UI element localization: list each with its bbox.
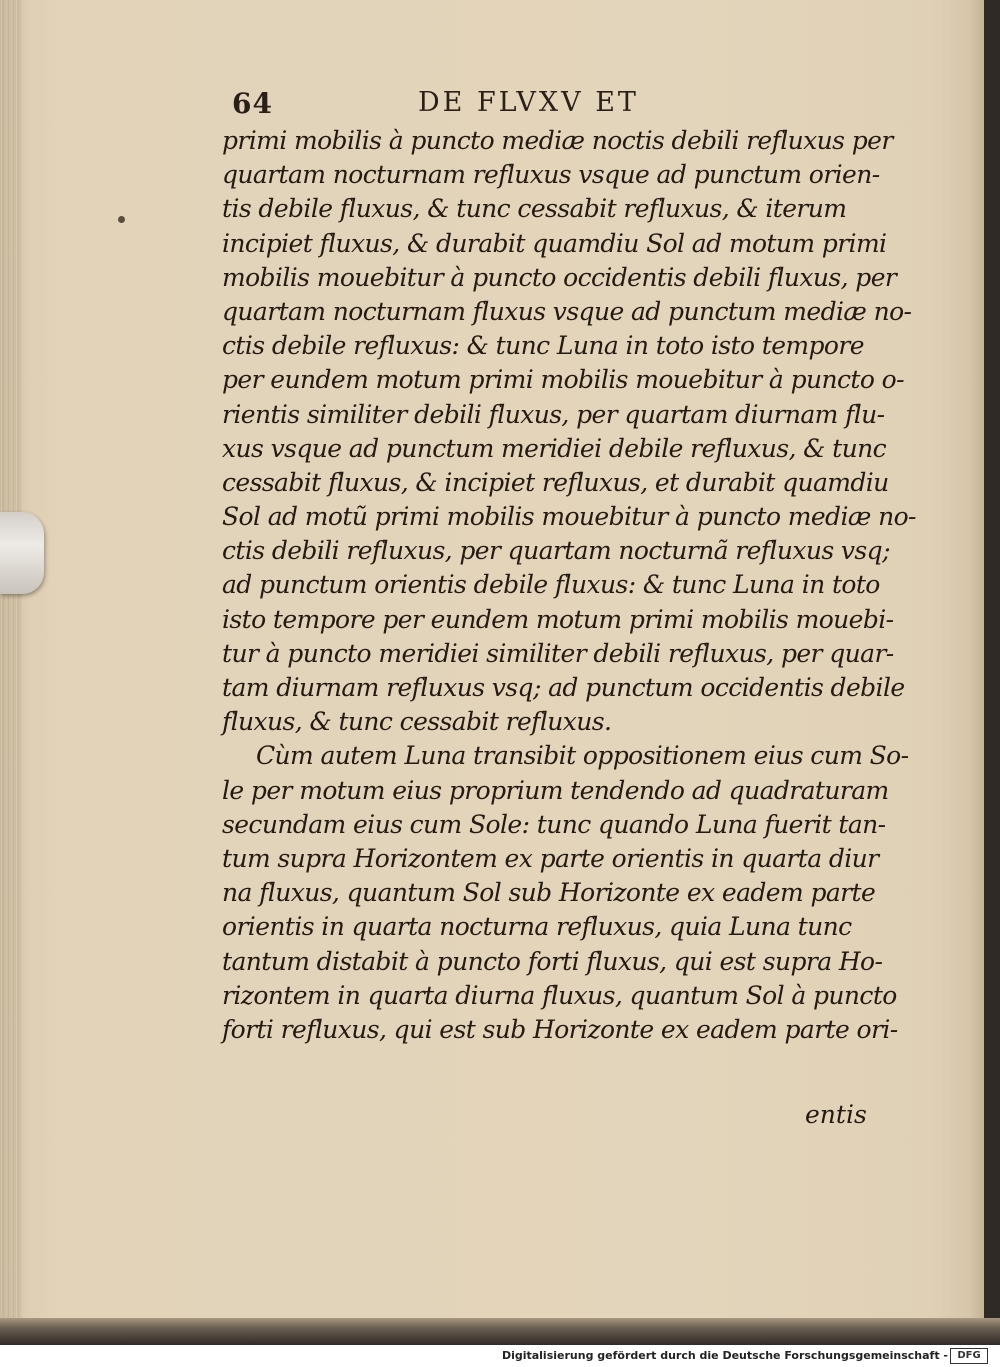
text-body — [222, 124, 916, 1047]
text-line: quartam nocturnam fluxus vsque ad punctum mediæ no- — [222, 296, 912, 326]
page-stack-edge — [0, 0, 22, 1330]
text-line: isto tempore per eundem motum primi mobilis mouebi- — [222, 604, 894, 634]
text-line: xus vsque ad punctum meridiei debile refluxus, & tunc — [222, 433, 887, 463]
text-line: rientis similiter debili fluxus, per quartam diurnam flu- — [222, 399, 885, 429]
page-header — [230, 83, 850, 123]
text-line: rizontem in quarta diurna fluxus, quantum Sol à puncto — [222, 980, 897, 1010]
text-line: quartam nocturnam refluxus vsque ad punctum orien- — [222, 160, 880, 190]
text-line: incipiet fluxus, & durabit quamdiu Sol ad motum primi — [222, 228, 887, 258]
text-line: Sol ad motũ primi mobilis mouebitur à puncto mediæ no- — [222, 502, 916, 532]
text-line: tantum distabit à puncto forti fluxus, qui est supra Ho- — [222, 946, 883, 976]
scan-background — [984, 0, 1000, 1345]
text-line: per eundem motum primi mobilis mouebitur à puncto o- — [222, 365, 904, 395]
text-line: fluxus, & tunc cessabit refluxus. — [222, 707, 612, 737]
page-number: 64 — [232, 87, 273, 120]
digitization-credit: Digitalisierung gefördert durch die Deutsche Forschungsgemeinschaft - — [501, 1349, 948, 1362]
text-line: ctis debile refluxus: & tunc Luna in toto isto tempore — [222, 331, 864, 361]
text-line: mobilis mouebitur à puncto occidentis debili fluxus, per — [222, 262, 897, 292]
dfg-logo: DFG — [950, 1348, 988, 1364]
bottom-shadow — [0, 1318, 1000, 1345]
text-line: orientis in quarta nocturna refluxus, quia Luna tunc — [222, 912, 852, 942]
text-line: forti refluxus, qui est sub Horizonte ex eadem parte ori- — [222, 1014, 898, 1044]
text-line: tis debile fluxus, & tunc cessabit refluxus, & iterum — [222, 194, 847, 224]
paragraph-start-line: Cùm autem Luna transibit oppositionem eius cum So- — [256, 741, 909, 771]
running-head: DE FLVXV ET — [418, 87, 639, 118]
text-line: primi mobilis à puncto mediæ noctis debili refluxus per — [222, 126, 893, 155]
text-line: le per motum eius proprium tendendo ad quadraturam — [222, 775, 889, 805]
text-line: ctis debili refluxus, per quartam nocturnã refluxus vsq; — [222, 536, 890, 566]
text-line: tam diurnam refluxus vsq; ad punctum occidentis debile — [222, 673, 905, 702]
text-line: na fluxus, quantum Sol sub Horizonte ex eadem parte — [222, 878, 876, 908]
text-line: ad punctum orientis debile fluxus: & tunc Luna in toto — [222, 570, 880, 600]
text-line: cessabit fluxus, & incipiet refluxus, et durabit quamdiu — [222, 467, 889, 497]
text-line: tum supra Horizontem ex parte orientis in quarta diur — [222, 843, 879, 873]
paper-speck — [118, 216, 125, 223]
book-clip — [0, 512, 44, 594]
text-line: tur à puncto meridiei similiter debili refluxus, per quar- — [222, 638, 894, 668]
text-line: secundam eius cum Sole: tunc quando Luna fuerit tan- — [222, 809, 886, 839]
catchword: entis — [805, 1100, 867, 1129]
